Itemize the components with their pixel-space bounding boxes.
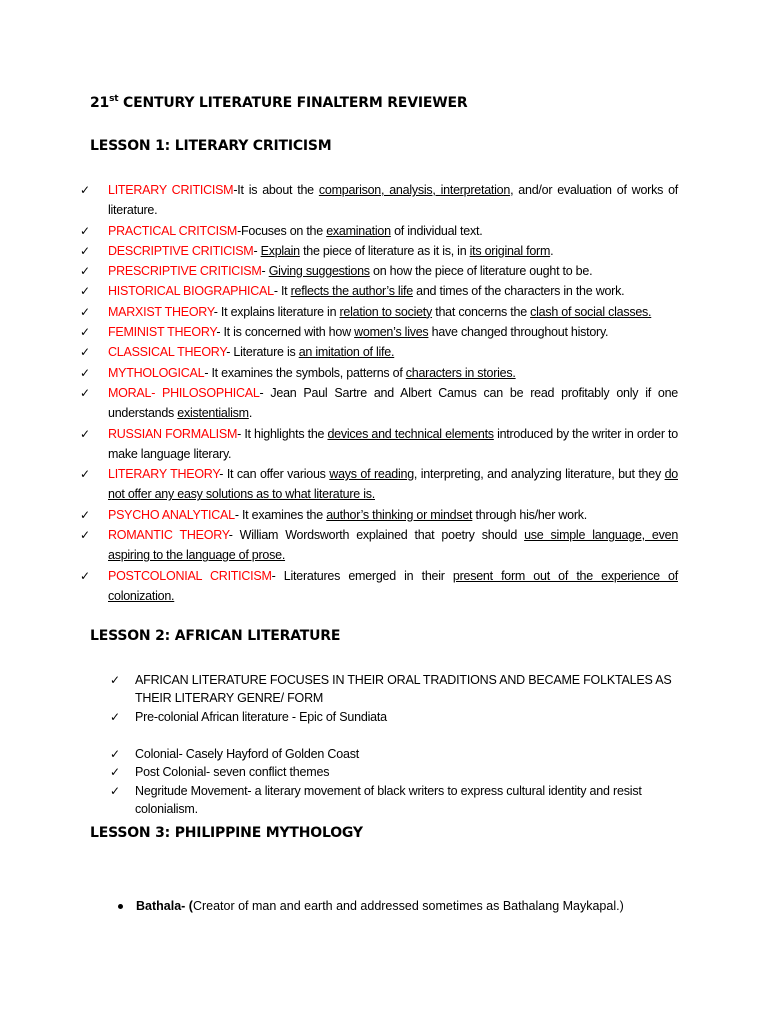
body-text: - It is concerned with how <box>216 325 355 340</box>
underlined-text: characters in stories. <box>405 365 516 380</box>
body-text: through his/her work. <box>472 507 587 522</box>
body-text: , and/or evaluation of works of literature. <box>108 183 678 218</box>
checkmark-icon: ✓ <box>80 365 90 380</box>
checkmark-icon: ✓ <box>80 385 90 400</box>
underlined-text: women’s lives <box>354 325 429 340</box>
list-item <box>80 424 678 465</box>
body-text: . <box>550 243 554 258</box>
body-text: - It can offer various <box>219 467 330 482</box>
title-superscript: st <box>109 94 119 104</box>
lesson-1-heading: LESSON 1: LITERARY CRITICISM <box>90 138 332 154</box>
body-text: the piece of literature as it is, in <box>299 243 470 258</box>
checkmark-icon: ✓ <box>80 284 90 299</box>
list-item <box>118 897 678 915</box>
criticism-term: RUSSIAN FORMALISM <box>108 426 238 441</box>
underlined-text: reflects the author’s life <box>290 284 413 299</box>
body-text: - It examines the <box>234 507 327 522</box>
list-item <box>80 505 678 525</box>
body-text: - It highlights the <box>237 426 328 441</box>
checkmark-icon: ✓ <box>110 765 120 780</box>
criticism-term: PRESCRIPTIVE CRITICISM <box>108 264 262 279</box>
deity-description: Creator of man and earth and addressed sometimes as Bathalang Maykapal.) <box>192 899 624 913</box>
item-text: AFRICAN LITERATURE FOCUSES IN THEIR ORAL TRADITIONS AND BECAME FOLKTALES AS THEIR LITERARY GENRE/ FORM <box>135 673 672 706</box>
body-text: - Jean Paul Sartre and Albert Camus can be read profitably only if one understands <box>108 385 678 421</box>
body-text: -Focuses on the <box>237 223 327 238</box>
list-item <box>80 363 678 383</box>
underlined-text: ways of reading <box>329 467 414 482</box>
criticism-term: POSTCOLONIAL CRITICISM <box>108 568 272 583</box>
deity-name: Bathala- ( <box>136 899 193 913</box>
criticism-term: ROMANTIC THEORY <box>108 528 229 543</box>
underlined-text: devices and technical elements <box>327 426 494 441</box>
body-text: that concerns the <box>432 304 531 319</box>
body-text: - It <box>273 284 291 299</box>
list-item <box>80 383 678 424</box>
underlined-text: existentialism <box>177 406 249 421</box>
checkmark-icon: ✓ <box>80 507 90 522</box>
criticism-term: HISTORICAL BIOGRAPHICAL <box>108 284 274 299</box>
body-text: , interpreting, and analyzing literature, but they <box>413 467 665 482</box>
list-item <box>110 708 678 726</box>
list-item <box>110 782 678 819</box>
item-text: Negritude Movement- a literary movement of black writers to express cultural identity and resist colonialism. <box>135 783 642 816</box>
body-text: of individual text. <box>390 223 483 238</box>
body-text: -It is about the <box>233 183 319 197</box>
checkmark-icon: ✓ <box>80 568 90 583</box>
criticism-term: PRACTICAL CRITCISM <box>108 223 238 238</box>
list-item <box>80 241 678 261</box>
body-text: - Literature is <box>226 345 299 360</box>
checkmark-icon: ✓ <box>80 467 90 482</box>
checkmark-icon: ✓ <box>80 345 90 360</box>
body-text: . <box>248 406 253 421</box>
lesson-2-heading: LESSON 2: AFRICAN LITERATURE <box>90 628 341 644</box>
document-title: 21st CENTURY LITERATURE FINALTERM REVIEWER <box>90 94 468 111</box>
body-text: on how the piece of literature ought to be. <box>369 264 593 279</box>
underlined-text: its original form <box>469 243 551 258</box>
underlined-text: Explain <box>260 243 300 258</box>
lesson-1-list <box>80 180 678 606</box>
underlined-text: Giving suggestions <box>268 264 370 279</box>
lesson-3-heading: LESSON 3: PHILIPPINE MYTHOLOGY <box>90 825 363 841</box>
body-text: - It examines the symbols, patterns of <box>204 365 406 380</box>
checkmark-icon: ✓ <box>80 183 90 197</box>
list-item <box>80 261 678 281</box>
body-text: introduced by the writer in order to make language literary. <box>108 426 678 461</box>
checkmark-icon: ✓ <box>80 325 90 340</box>
list-item <box>80 221 678 241</box>
list-item <box>110 671 678 708</box>
checkmark-icon: ✓ <box>80 528 90 543</box>
criticism-term: LITERARY CRITICISM <box>108 183 234 197</box>
list-item <box>80 566 678 607</box>
body-text: - William Wordsworth explained that poetry should <box>228 528 525 543</box>
item-text: Pre-colonial African literature - Epic of Sundiata <box>135 709 387 724</box>
body-text: have changed throughout history. <box>428 325 609 340</box>
criticism-term: PSYCHO ANALYTICAL <box>108 507 235 522</box>
list-item <box>80 281 678 301</box>
bullet-icon <box>118 904 123 909</box>
underlined-text: present form out of the experience of colonization. <box>108 568 678 603</box>
underlined-text: clash of social classes. <box>530 304 652 319</box>
underlined-text: an imitation of life. <box>298 345 395 360</box>
criticism-term: MARXIST THEORY <box>108 304 214 319</box>
lesson-3-list <box>118 897 678 915</box>
lesson-2-list-a <box>110 671 678 726</box>
criticism-term: MORAL- PHILOSOPHICAL <box>108 385 260 400</box>
checkmark-icon: ✓ <box>110 783 120 798</box>
body-text: - <box>261 264 269 279</box>
lesson-2-list-b <box>110 745 678 818</box>
list-item <box>80 322 678 342</box>
checkmark-icon: ✓ <box>80 243 90 258</box>
checkmark-icon: ✓ <box>80 304 90 319</box>
criticism-term: DESCRIPTIVE CRITICISM <box>108 243 254 258</box>
item-text: Post Colonial- seven conflict themes <box>135 765 330 780</box>
criticism-term: LITERARY THEORY <box>108 467 220 482</box>
underlined-text: do not offer any easy solutions as to what literature is. <box>108 467 678 502</box>
checkmark-icon: ✓ <box>110 709 120 724</box>
underlined-text: author’s thinking or mindset <box>326 507 473 522</box>
checkmark-icon: ✓ <box>110 747 120 761</box>
list-item <box>110 763 678 781</box>
checkmark-icon: ✓ <box>80 264 90 279</box>
checkmark-icon: ✓ <box>110 673 120 687</box>
body-text: and times of the characters in the work. <box>412 284 625 299</box>
underlined-text: use simple language, even aspiring to the language of prose. <box>108 528 679 563</box>
criticism-term: MYTHOLOGICAL <box>108 365 205 380</box>
underlined-text: relation to society <box>339 304 433 319</box>
list-item <box>80 180 678 221</box>
checkmark-icon: ✓ <box>80 426 90 441</box>
checkmark-icon: ✓ <box>80 223 90 238</box>
item-text: Colonial- Casely Hayford of Golden Coast <box>135 747 360 761</box>
body-text: - Literatures emerged in their <box>271 568 453 583</box>
criticism-term: CLASSICAL THEORY <box>108 345 227 360</box>
list-item <box>80 342 678 362</box>
list-item <box>110 745 678 763</box>
criticism-term: FEMINIST THEORY <box>108 325 217 340</box>
underlined-text: examination <box>326 223 391 238</box>
list-item <box>80 525 678 566</box>
list-item <box>80 302 678 322</box>
body-text: - <box>253 243 261 258</box>
list-item <box>80 464 678 505</box>
underlined-text: comparison, analysis, interpretation <box>318 183 511 197</box>
body-text: - It explains literature in <box>213 304 340 319</box>
